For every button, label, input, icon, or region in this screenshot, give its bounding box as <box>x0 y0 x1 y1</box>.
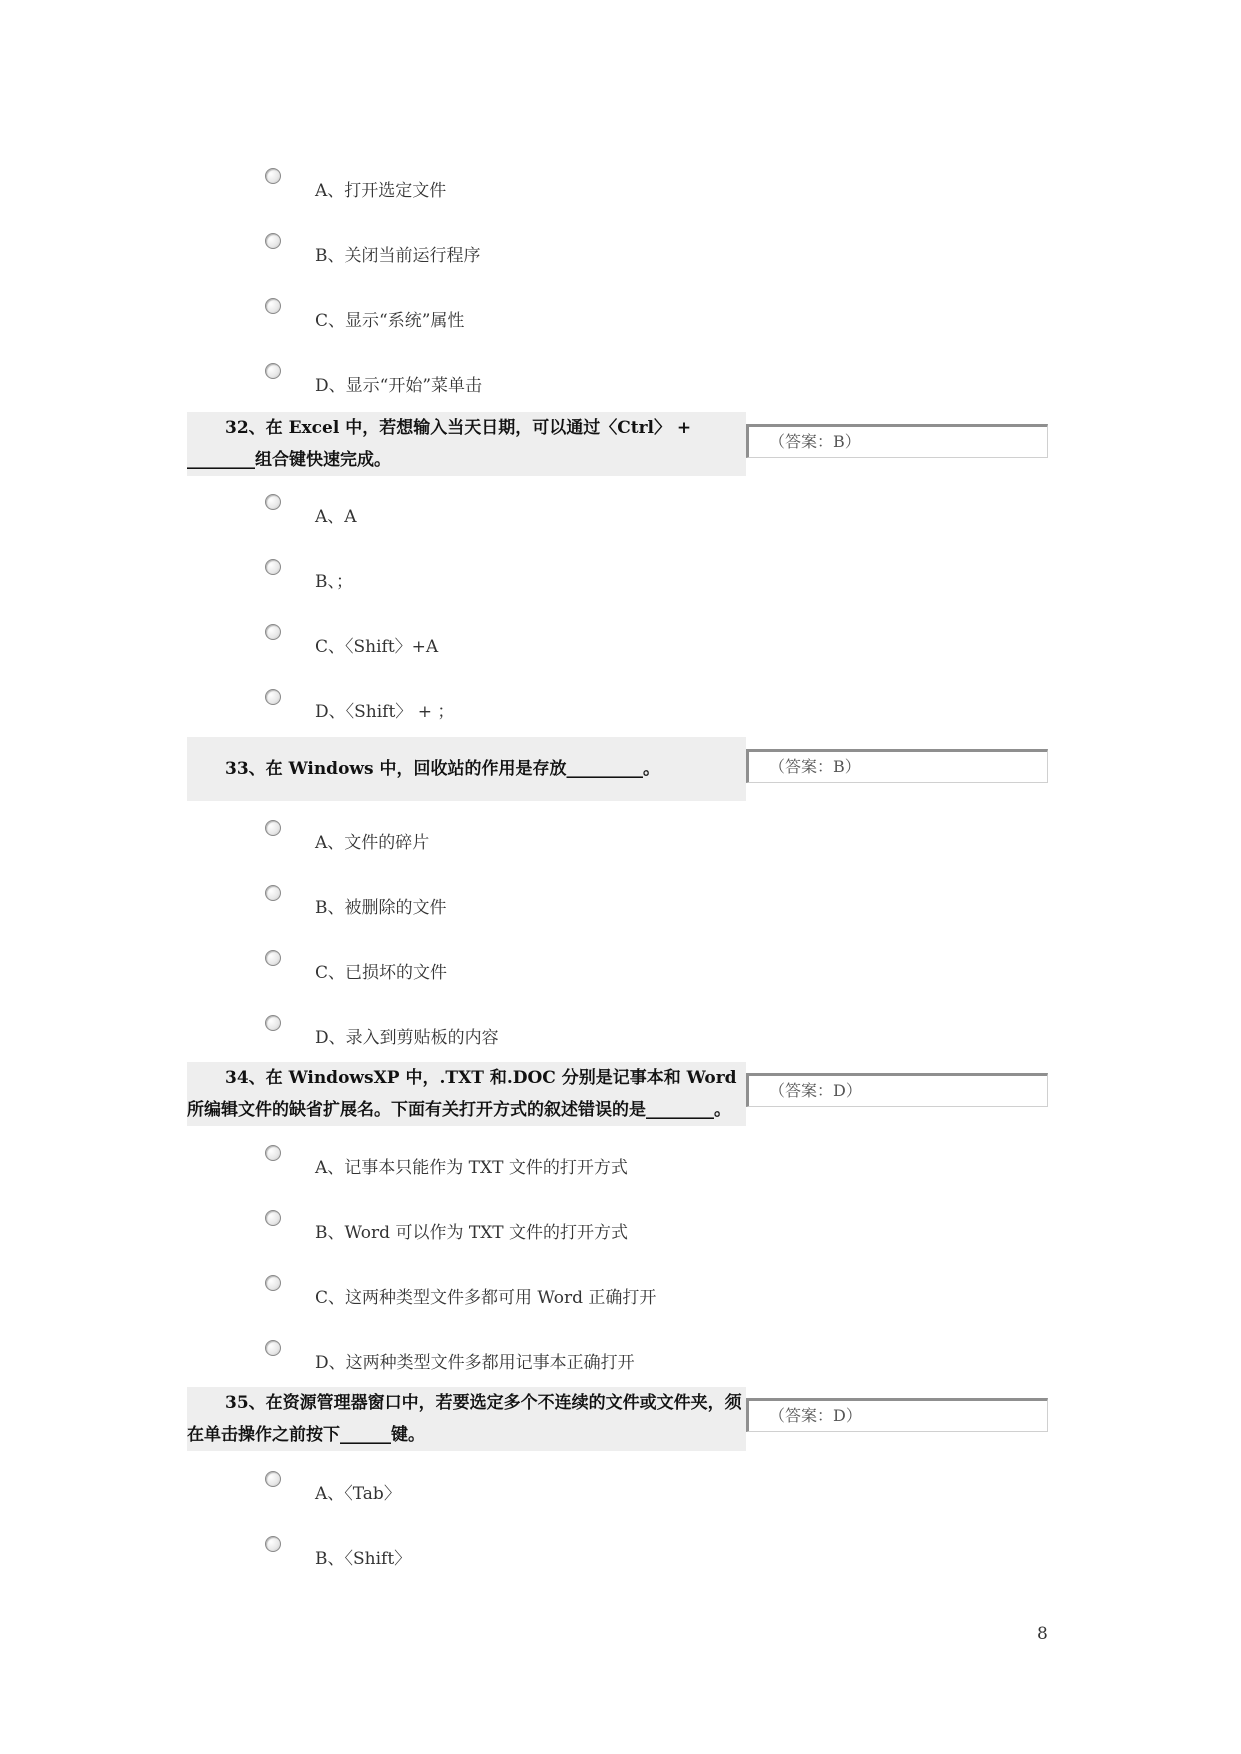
radio-button[interactable] <box>265 689 281 705</box>
option-label: B、； <box>315 572 353 592</box>
answer-box-33 <box>746 749 1048 783</box>
radio-button[interactable] <box>265 950 281 966</box>
option-label: B、关闭当前运行程序 <box>315 246 481 266</box>
question-34 <box>187 1062 746 1126</box>
question-32 <box>187 412 746 476</box>
radio-button[interactable] <box>265 1015 281 1031</box>
radio-button[interactable] <box>265 1536 281 1552</box>
radio-button[interactable] <box>265 1210 281 1226</box>
question-text: 32、在 Excel 中，若想输入当天日期，可以通过〈Ctrl〉 + ________组合键快速完成。 <box>187 418 692 470</box>
question-33 <box>187 737 746 801</box>
radio-button[interactable] <box>265 624 281 640</box>
option-label: C、显示“系统”属性 <box>315 311 465 331</box>
answer-text: （答案：D） <box>769 1081 862 1100</box>
radio-button[interactable] <box>265 1145 281 1161</box>
page-number: 8 <box>1037 1624 1048 1644</box>
radio-button[interactable] <box>265 1275 281 1291</box>
option-label: A、A <box>315 507 357 527</box>
option-label: A、〈Tab〉 <box>315 1484 401 1504</box>
option-label: B、被删除的文件 <box>315 898 447 918</box>
option-label: C、已损坏的文件 <box>315 963 448 983</box>
question-text: 35、在资源管理器窗口中，若要选定多个不连续的文件或文件夹，须在单击操作之前按下______键。 <box>187 1393 742 1445</box>
option-label: D、录入到剪贴板的内容 <box>315 1028 499 1048</box>
option-label: A、文件的碎片 <box>315 833 430 853</box>
question-35 <box>187 1387 746 1451</box>
answer-box-35 <box>746 1398 1048 1432</box>
answer-text: （答案：B） <box>769 757 861 776</box>
option-label: A、记事本只能作为 TXT 文件的打开方式 <box>315 1158 628 1178</box>
option-label: C、〈Shift〉+A <box>315 637 439 657</box>
question-text: 33、在 Windows 中，回收站的作用是存放_________。 <box>225 759 661 779</box>
radio-button[interactable] <box>265 1471 281 1487</box>
option-label: A、打开选定文件 <box>315 181 447 201</box>
radio-button[interactable] <box>265 168 281 184</box>
answer-box-32 <box>746 424 1048 458</box>
answer-text: （答案：B） <box>769 432 861 451</box>
radio-button[interactable] <box>265 298 281 314</box>
radio-button[interactable] <box>265 885 281 901</box>
radio-button[interactable] <box>265 233 281 249</box>
answer-text: （答案：D） <box>769 1406 862 1425</box>
radio-button[interactable] <box>265 559 281 575</box>
option-label: D、这两种类型文件多都用记事本正确打开 <box>315 1353 635 1373</box>
option-label: D、显示“开始”菜单击 <box>315 376 483 396</box>
option-label: B、〈Shift〉 <box>315 1549 412 1569</box>
radio-button[interactable] <box>265 494 281 510</box>
option-label: D、〈Shift〉 + ； <box>315 702 455 722</box>
option-label: B、Word 可以作为 TXT 文件的打开方式 <box>315 1223 629 1243</box>
radio-button[interactable] <box>265 363 281 379</box>
question-text: 34、在 WindowsXP 中，.TXT 和.DOC 分别是记事本和 Word 所编辑文件的缺省扩展名。下面有关打开方式的叙述错误的是________。 <box>187 1068 737 1120</box>
answer-box-34 <box>746 1073 1048 1107</box>
radio-button[interactable] <box>265 820 281 836</box>
option-label: C、这两种类型文件多都可用 Word 正确打开 <box>315 1288 657 1308</box>
radio-button[interactable] <box>265 1340 281 1356</box>
